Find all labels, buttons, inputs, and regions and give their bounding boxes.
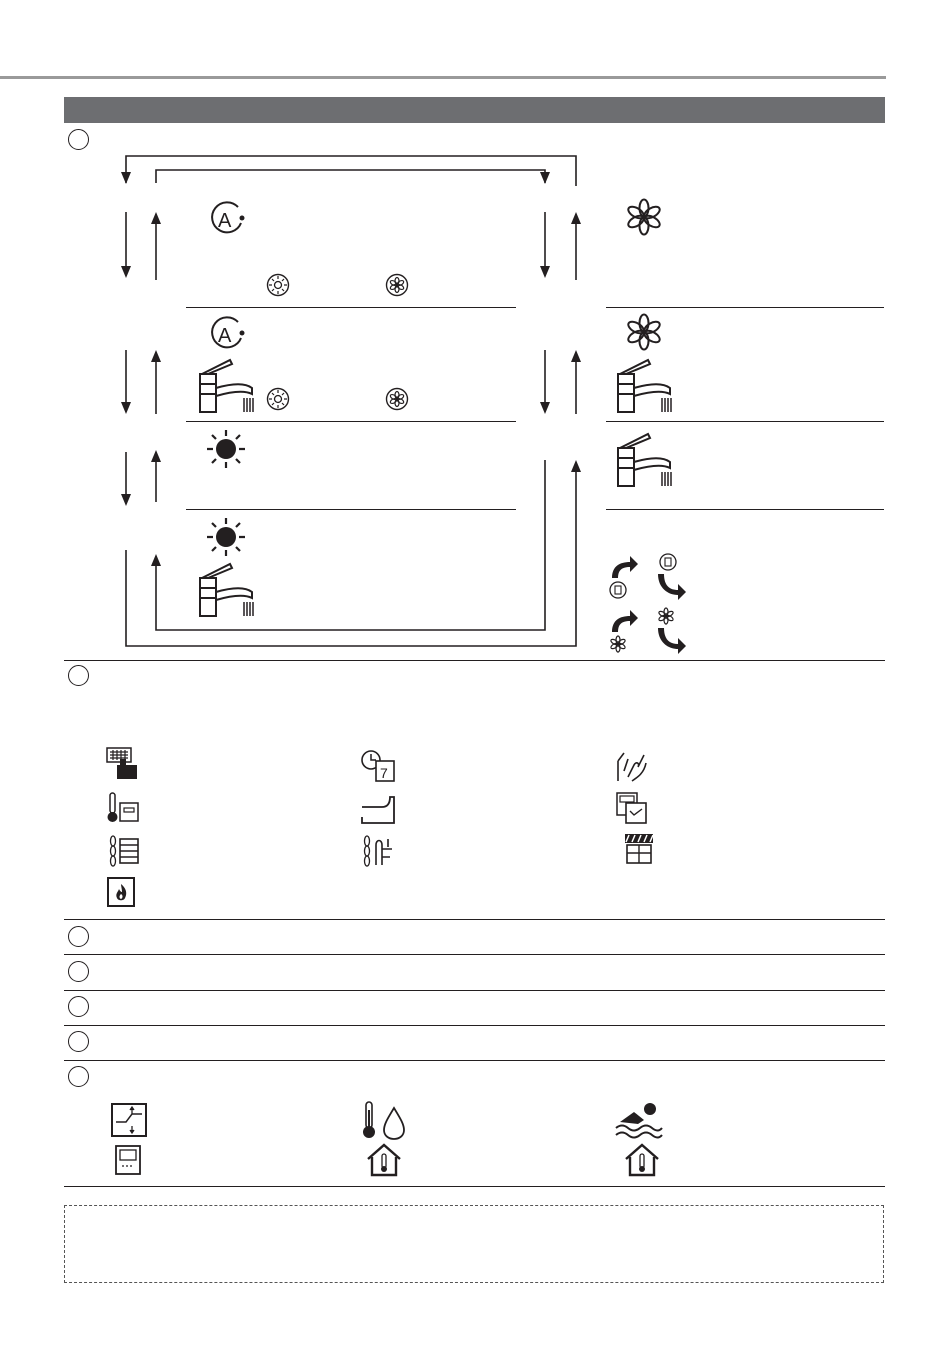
mixing-valve-icon xyxy=(110,1102,148,1138)
separator-7 xyxy=(64,1186,885,1187)
section-marker-3 xyxy=(68,926,89,947)
note-box xyxy=(64,1205,884,1283)
sun-heating-icon xyxy=(205,516,247,558)
switch-arrow-cool-icon xyxy=(606,606,688,656)
svg-text:A: A xyxy=(218,325,232,347)
separator-3 xyxy=(64,954,885,955)
house-thermometer-icon xyxy=(366,1142,402,1178)
weekly-timer-icon xyxy=(360,749,400,783)
faucet-hot-water-icon xyxy=(196,558,258,618)
room-controller-icon xyxy=(114,1144,142,1176)
house-thermometer-icon-2 xyxy=(624,1142,660,1178)
touch-hand-icon xyxy=(614,749,650,783)
remote-controller-icon xyxy=(614,791,650,825)
separator-2 xyxy=(64,919,885,920)
switch-arrow-heat-icon xyxy=(606,552,688,600)
svg-text:7: 7 xyxy=(380,765,388,781)
defrost-icon xyxy=(106,835,140,867)
separator-5 xyxy=(64,1025,885,1026)
timer-controller-icon xyxy=(106,747,140,781)
snowflake-cooling-icon xyxy=(624,197,664,237)
separator-4 xyxy=(64,990,885,991)
faucet-hot-water-icon xyxy=(196,354,258,414)
small-snowflake-icon xyxy=(385,273,409,297)
section-marker-6 xyxy=(68,1031,89,1052)
boiler-flame-icon xyxy=(106,876,138,908)
pipe-flow-icon xyxy=(360,793,396,825)
thermometer-room-icon xyxy=(106,791,140,825)
section-marker-4 xyxy=(68,961,89,982)
snowflake-cooling-icon xyxy=(624,312,664,352)
temperature-drop-icon xyxy=(360,1100,408,1140)
faucet-hot-water-icon xyxy=(614,354,676,414)
antifreeze-icon xyxy=(360,835,396,867)
swimming-pool-icon xyxy=(614,1100,662,1140)
separator-6 xyxy=(64,1060,885,1061)
auto-mode-icon xyxy=(208,201,248,237)
shop-icon xyxy=(624,833,654,865)
small-snowflake-icon xyxy=(385,387,409,411)
small-sun-icon xyxy=(266,387,290,411)
small-sun-icon xyxy=(266,273,290,297)
section-marker-7 xyxy=(68,1066,89,1087)
faucet-hot-water-icon xyxy=(614,428,676,488)
sun-heating-icon xyxy=(205,428,247,470)
svg-text:A: A xyxy=(218,210,232,232)
auto-mode-icon xyxy=(208,316,248,352)
section-marker-5 xyxy=(68,996,89,1017)
